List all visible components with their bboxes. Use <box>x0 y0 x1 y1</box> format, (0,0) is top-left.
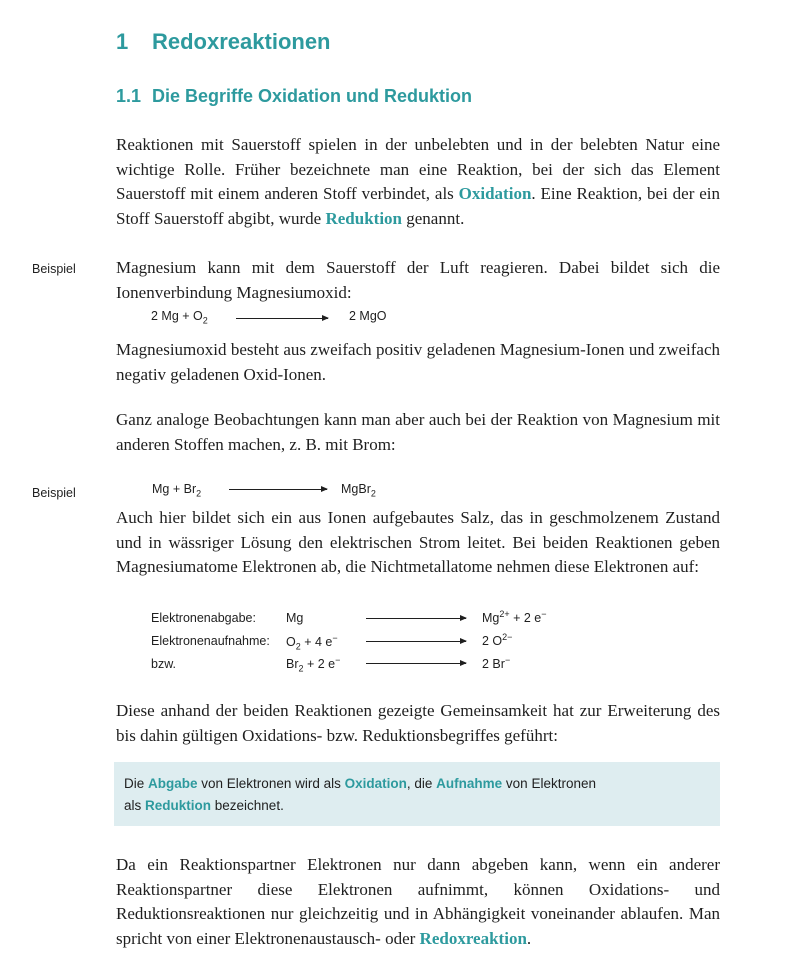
row1-right-sup: 2+ <box>499 609 510 619</box>
eq2-left-sub: 2 <box>196 488 202 499</box>
row2-left-sup: − <box>332 633 338 643</box>
chapter-number: 1 <box>116 29 129 54</box>
section-number: 1.1 <box>116 86 142 106</box>
definition-line-2 <box>124 795 596 817</box>
equation-1-arrow <box>236 318 328 319</box>
eq2-right-text: MgBr <box>341 482 371 496</box>
example1-text: Magnesium kann mit dem Sauerstoff der Luft reagieren. Dabei bildet sich die Ionenverbindung Magnesiumoxid: <box>116 258 720 302</box>
definition-line-1 <box>124 773 596 795</box>
row2-right-sup: 2− <box>502 632 513 642</box>
row1-right-a: Mg <box>482 611 500 626</box>
term-reduktion-def: Reduktion <box>145 798 212 813</box>
row1-right-b: + 2 e <box>509 611 542 626</box>
eq2-left-text: Mg + Br <box>152 482 197 496</box>
electron-row-2-left <box>286 633 338 652</box>
eq1-left-sub: 2 <box>202 315 208 326</box>
equation-2-arrow <box>229 489 327 490</box>
electron-row-2-right <box>482 632 512 648</box>
closing-paragraph <box>116 853 720 951</box>
def-t1: Die <box>124 776 149 791</box>
example2-text: Auch hier bildet sich ein aus Ionen aufgebautes Salz, das in geschmolzenem Zustand und in wässriger Lösung den elektrischen Strom leitet. Bei beiden Reaktionen geben Magnesiumatome Elektronen ab, die Nichtmetallatome nehmen diese Elektronen auf: <box>116 508 720 576</box>
term-abgabe: Abgabe <box>148 776 198 791</box>
row2-right-a: 2 O <box>482 634 503 649</box>
closing-text-1: Da ein Reaktionspartner Elektronen nur dann abgeben kann, wenn ein anderer Reaktionspartner diese Elektronen aufnimmt, können Oxidations- und Reduktionsreaktionen nur gleichzeitig und in Abhängigkeit voneinander ablaufen. Man spricht von einer Elektronenaustausch- oder <box>116 855 720 948</box>
eq1-left-text: 2 Mg + O <box>151 309 203 323</box>
row2-left-b: + 4 e <box>300 635 333 650</box>
electron-row-3-right <box>482 655 510 671</box>
equation-1-right: 2 MgO <box>349 309 387 323</box>
intro-text-2: . Eine Reaktion, bei der ein Stoff Sauerstoff abgibt, wurde <box>116 184 721 228</box>
example1-after: Magnesiumoxid besteht aus zweifach positiv geladenen Magnesium-Ionen und zweifach negativ geladenen Oxid-Ionen. <box>116 340 720 384</box>
row3-left-sub: 2 <box>298 663 304 674</box>
electron-row-1-right <box>482 609 547 625</box>
chapter-heading <box>116 29 331 55</box>
def-t6: bezeichnet. <box>211 798 284 813</box>
electron-row-3-label: bzw. <box>151 657 177 671</box>
def-t2: von Elektronen wird als <box>197 776 345 791</box>
row3-left-b: + 2 e <box>303 657 336 672</box>
intro-text-1: Reaktionen mit Sauerstoff spielen in der unbelebten und in der belebten Natur eine wichtige Rolle. Früher bezeichnete man eine Reaktion, bei der sich das Element Sauerstoff mit einem anderen Stoff verbindet, als <box>116 135 720 203</box>
electron-row-3-arrow <box>366 663 466 664</box>
electron-row-3-left <box>286 655 340 674</box>
electron-row-1-left: Mg <box>286 611 304 625</box>
electron-row-1-label: Elektronenabgabe: <box>151 611 256 625</box>
row3-left-a: Br <box>286 657 299 672</box>
intro-text-3: genannt. <box>402 208 465 228</box>
term-oxidation-def: Oxidation <box>344 776 407 791</box>
example-label-1: Beispiel <box>32 262 76 276</box>
chapter-title: Redoxreaktionen <box>152 29 331 54</box>
electron-row-1-arrow <box>366 618 466 619</box>
row2-left-sub: 2 <box>295 641 301 652</box>
def-t4: von Elektronen <box>502 776 596 791</box>
equation-1-left <box>151 309 208 326</box>
electron-row-2-arrow <box>366 641 466 642</box>
transition-paragraph: Diese anhand der beiden Reaktionen gezeigte Gemeinsamkeit hat zur Erweiterung des bis dahin gültigen Oxidations- bzw. Reduktionsbegriffes geführt: <box>116 701 720 745</box>
electron-row-2-label: Elektronenaufnahme: <box>151 634 270 648</box>
analog-paragraph: Ganz analoge Beobachtungen kann man aber auch bei der Reaktion von Magnesium mit anderen Stoffen machen, z. B. mit Brom: <box>116 410 720 454</box>
equation-2-right <box>341 482 376 499</box>
term-aufnahme: Aufnahme <box>436 776 503 791</box>
row3-left-sup: − <box>335 655 341 665</box>
def-t3: , die <box>406 776 437 791</box>
equation-2-left <box>152 482 201 499</box>
term-redoxreaktion: Redoxreaktion <box>419 928 527 948</box>
def-t5: als <box>124 798 146 813</box>
row3-right-sup: − <box>504 655 511 665</box>
section-heading <box>116 86 472 107</box>
intro-paragraph <box>116 133 720 231</box>
term-reduktion: Reduktion <box>325 208 403 228</box>
closing-text-2: . <box>526 928 532 948</box>
row2-left-a: O <box>286 635 296 650</box>
term-oxidation: Oxidation <box>458 184 532 203</box>
eq2-right-sub: 2 <box>370 488 376 499</box>
definition-text <box>124 773 596 817</box>
row3-right-a: 2 Br <box>482 657 505 672</box>
example-label-2: Beispiel <box>32 486 76 500</box>
section-title: Die Begriffe Oxidation und Reduktion <box>152 86 473 106</box>
row1-right-sup2: − <box>541 609 547 619</box>
